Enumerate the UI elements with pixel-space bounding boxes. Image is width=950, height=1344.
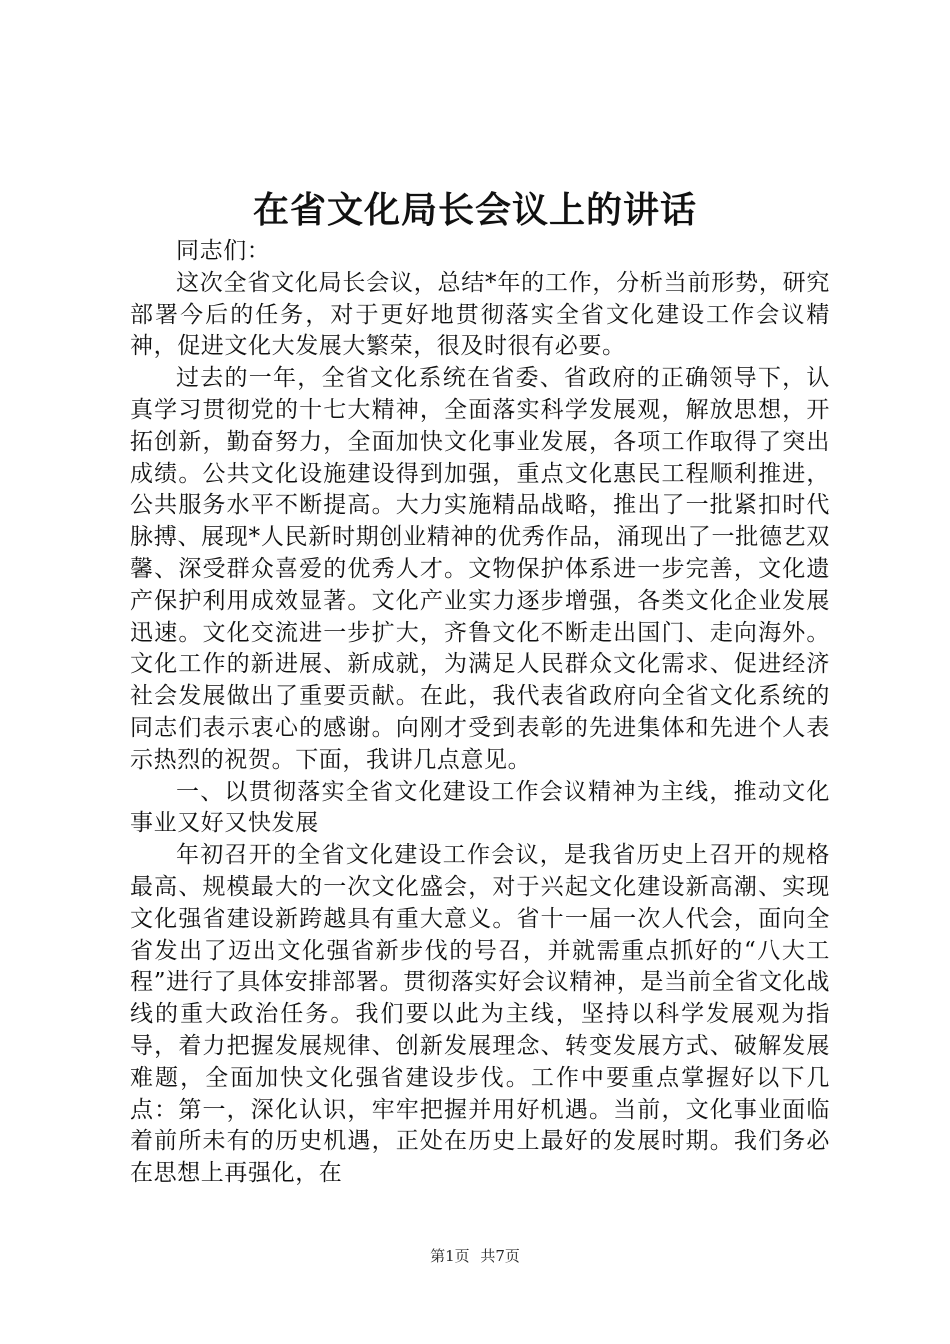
page-footer bbox=[0, 1244, 950, 1268]
section-heading-1: 一、以贯彻落实全省文化建设工作会议精神为主线，推动文化事业又好又快发展 bbox=[130, 778, 830, 837]
intro-paragraph: 这次全省文化局长会议，总结*年的工作，分析当前形势，研究部署今后的任务，对于更好地贯彻落实全省文化建设工作会议精神，促进文化大发展大繁荣，很及时很有必要。 bbox=[130, 269, 830, 360]
section-body-paragraph: 年初召开的全省文化建设工作会议，是我省历史上召开的规格最高、规模最大的一次文化盛会，对于兴起文化建设新高潮、实现文化强省建设新跨越具有重大意义。省十一届一次人代会，面向全省发出了迈出文化强省新步伐的号召，并就需重点抓好的“八大工程”进行了具体安排部署。贯彻落实好会议精神，是当前全省文化战线的重大政治任务。我们要以此为主线，坚持以科学发展观为指导，着力把握发展规律、创新发展理念、转变发展方式、破解发展难题，全面加快文化强省建设步伐。工作中要重点掌握好以下几点：第一，深化认识，牢牢把握并用好机遇。当前，文化事业面临着前所未有的历史机遇，正处在历史上最好的发展时期。我们务必在思想上再强化，在 bbox=[130, 842, 830, 1187]
document-title: 在省文化局长会议上的讲话 bbox=[252, 189, 697, 231]
page-number: 第1页 bbox=[430, 1247, 470, 1265]
page-total: 共7页 bbox=[480, 1247, 520, 1265]
salutation-paragraph: 同志们： bbox=[176, 238, 271, 264]
review-paragraph: 过去的一年，全省文化系统在省委、省政府的正确领导下，认真学习贯彻党的十七大精神，全面落实科学发展观，解放思想，开拓创新，勤奋努力，全面加快文化事业发展，各项工作取得了突出成绩。公共文化设施建设得到加强，重点文化惠民工程顺利推进，公共服务水平不断提高。大力实施精品战略，推出了一批紧扣时代脉搏、展现*人民新时期创业精神的优秀作品，涌现出了一批德艺双馨、深受群众喜爱的优秀人才。文物保护体系进一步完善，文化遗产保护利用成效显著。文化产业实力逐步增强，各类文化企业发展迅速。文化交流进一步扩大，齐鲁文化不断走出国门、走向海外。文化工作的新进展、新成就，为满足人民群众文化需求、促进经济社会发展做出了重要贡献。在此，我代表省政府向全省文化系统的同志们表示衷心的感谢。向刚才受到表彰的先进集体和先进个人表示热烈的祝贺。下面，我讲几点意见。 bbox=[130, 365, 830, 773]
document-body bbox=[130, 236, 830, 1190]
